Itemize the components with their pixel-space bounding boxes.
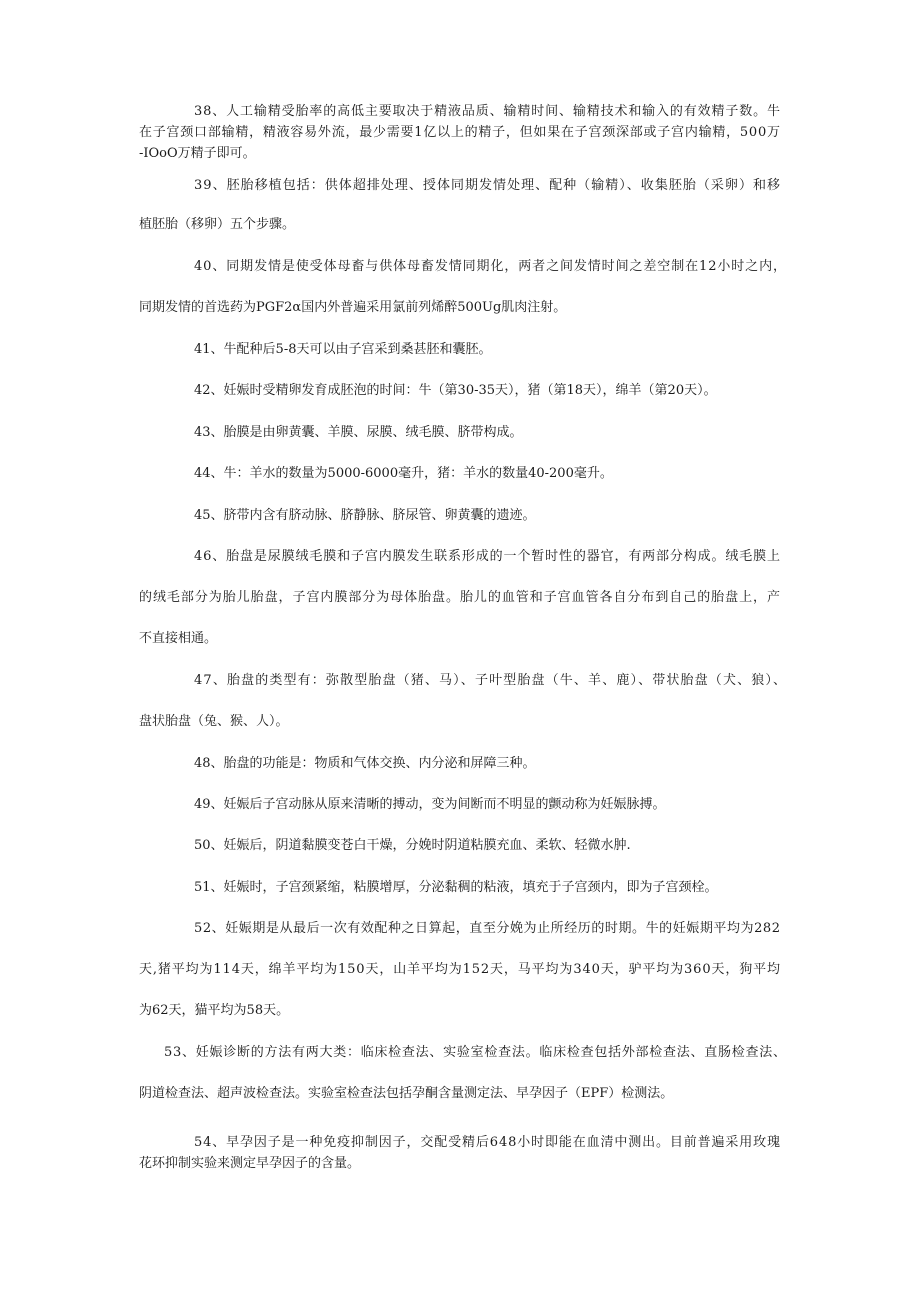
text-line-3: -IOoO万精子即可。 [139, 146, 256, 161]
text-line-2: 在子宫颈口部输精，精液容易外流，最少需要1亿以上的精子，但如果在子宫颈深部或子宫内输精，500万 [139, 125, 781, 140]
text-line-28: 花环抑制实验来测定早孕因子的含量。 [139, 1156, 361, 1171]
text-line-26: 阴道检查法、超声波检查法。实验室检查法包括孕酮含量测定法、早孕因子（EPF）检测法。 [139, 1086, 674, 1101]
text-line-1: 38、人工输精受胎率的高低主要取决于精液品质、输精时间、输精技术和输入的有效精子数。牛 [194, 104, 781, 119]
text-line-11: 44、牛：羊水的数量为5000-6000毫升，猪：羊水的数量40-200毫升。 [194, 466, 613, 481]
text-line-15: 不直接相通。 [139, 631, 218, 646]
text-line-14: 的绒毛部分为胎儿胎盘，子宫内膜部分为母体胎盘。胎儿的血管和子宫血管各自分布到自己的胎盘上，产 [139, 590, 781, 605]
text-line-12: 45、脐带内含有脐动脉、脐静脉、脐尿管、卵黄囊的遗迹。 [194, 508, 536, 523]
text-line-21: 51、妊娠时，子宫颈紧缩，粘膜增厚，分泌黏稠的粘液，填充于子宫颈内，即为子宫颈栓。 [194, 880, 718, 895]
text-line-5: 植胚胎（移卵）五个步骤。 [139, 217, 296, 232]
text-line-27: 54、早孕因子是一种免疫抑制因子，交配受精后648小时即能在血清中测出。目前普遍采用玫瑰 [194, 1135, 781, 1150]
text-line-10: 43、胎膜是由卵黄囊、羊膜、尿膜、绒毛膜、脐带构成。 [194, 425, 523, 440]
text-line-16: 47、胎盘的类型有：弥散型胎盘（猪、马）、子叶型胎盘（牛、羊、鹿）、带状胎盘（犬、狼）、 [194, 673, 788, 688]
text-line-6: 40、同期发情是使受体母畜与供体母畜发情同期化，两者之间发情时间之差空制在12小时之内， [194, 259, 787, 274]
text-line-23: 天,猪平均为114天，绵羊平均为150天，山羊平均为152天，马平均为340天，驴平均为360天，狗平均 [139, 962, 781, 977]
text-line-13: 46、胎盘是尿膜绒毛膜和子宫内膜发生联系形成的一个暂时性的器官，有两部分构成。绒毛膜上 [194, 549, 781, 564]
text-line-18: 48、胎盘的功能是：物质和气体交换、内分泌和屏障三种。 [194, 756, 536, 771]
text-line-24: 为62天，猫平均为58天。 [139, 1003, 290, 1018]
text-line-7: 同期发情的首选药为PGF2α国内外普遍采用氯前列烯醉500Ug肌肉注射。 [139, 300, 567, 315]
text-line-9: 42、妊娠时受精卵发育成胚泡的时间：牛（第30-35天），猪（第18天），绵羊（第20天）。 [194, 383, 717, 398]
text-line-22: 52、妊娠期是从最后一次有效配种之日算起，直至分娩为止所经历的时期。牛的妊娠期平均为282 [194, 921, 781, 936]
text-line-4: 39、胚胎移植包括：供体超排处理、授体同期发情处理、配种（输精）、收集胚胎（采卵）和移 [194, 178, 782, 193]
text-line-25: 53、妊娠诊断的方法有两大类：临床检查法、实验室检查法。临床检查包括外部检查法、直肠检查法、 [164, 1045, 787, 1060]
text-line-19: 49、妊娠后子宫动脉从原来清晰的搏动，变为间断而不明显的颤动称为妊娠脉搏。 [194, 797, 666, 812]
text-line-20: 50、妊娠后，阴道黏膜变苍白干燥，分娩时阴道粘膜充血、柔软、轻微水肿. [194, 838, 631, 853]
text-line-17: 盘状胎盘（兔、猴、人）。 [139, 714, 289, 729]
text-line-8: 41、牛配种后5-8天可以由子宫采到桑甚胚和囊胚。 [194, 342, 492, 357]
